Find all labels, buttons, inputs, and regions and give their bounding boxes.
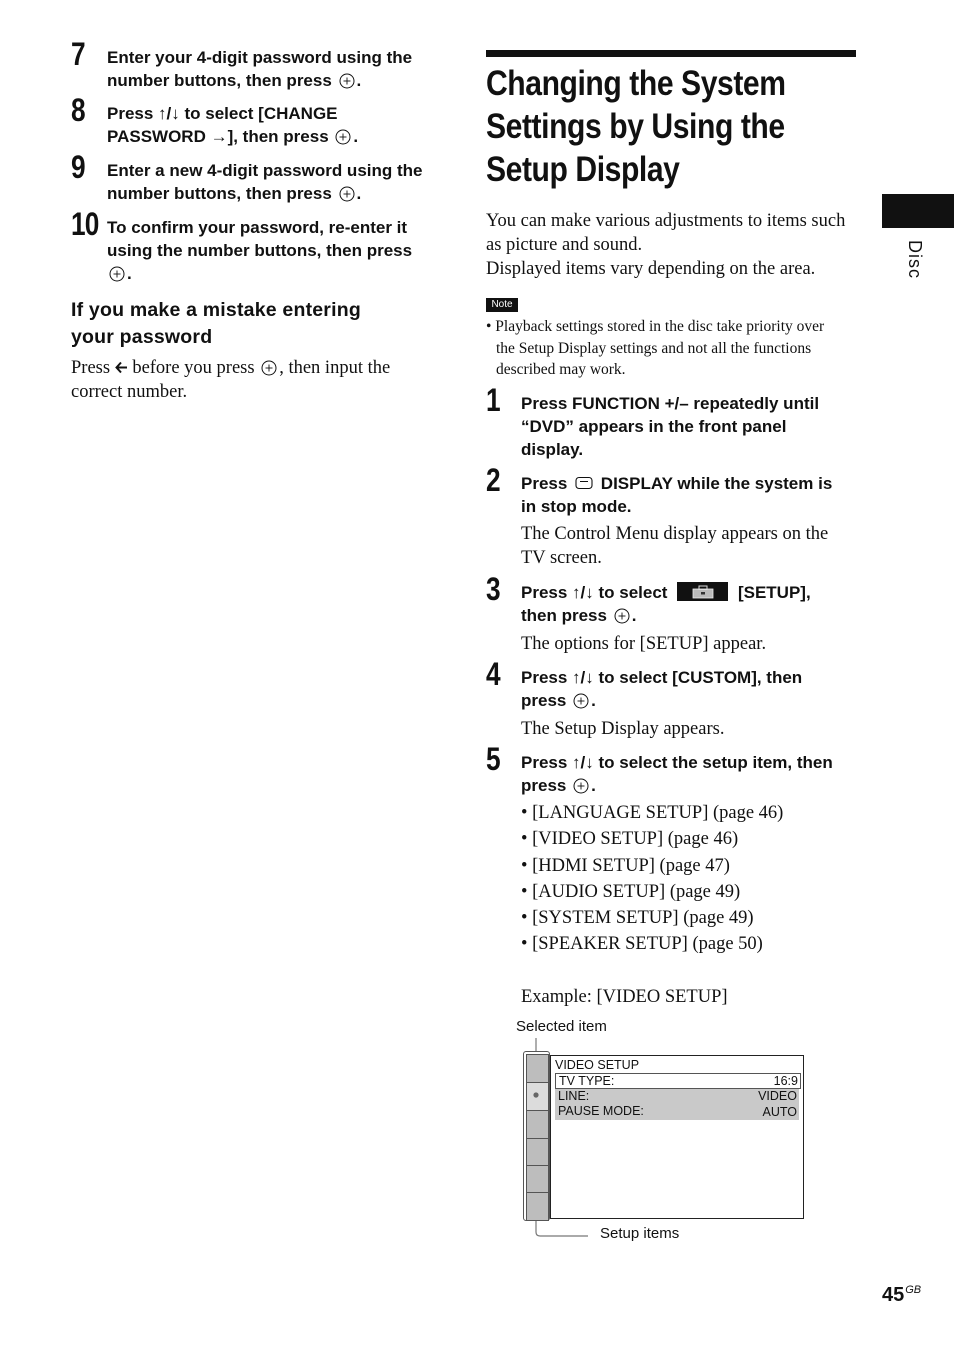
- step-line: Enter your 4-digit password using the: [107, 48, 413, 67]
- sidebar-cell: [526, 1054, 549, 1083]
- enter-button-icon: [573, 778, 589, 794]
- back-arrow-icon: [115, 361, 128, 374]
- title-rule: [486, 50, 856, 57]
- step-number: 3: [486, 571, 500, 607]
- step-line: using the number buttons, then press: [107, 241, 413, 260]
- section-label: Disc: [905, 240, 925, 279]
- list-item: • [LANGUAGE SETUP] (page 46): [521, 803, 784, 823]
- menu-title: VIDEO SETUP: [555, 1058, 640, 1072]
- section-tab: [882, 194, 954, 228]
- step-number: 9: [71, 149, 85, 185]
- sidebar-cell: [526, 1138, 549, 1167]
- step-text: Press ↑/↓ to select the setup item, then press .: [521, 753, 833, 795]
- page-title: Changing the System Settings by Using the Setup Display: [486, 64, 786, 189]
- enter-button-icon: [109, 266, 125, 282]
- step-line: PASSWORD →], then press: [107, 127, 329, 146]
- setting-row: LINE: VIDEO: [555, 1089, 799, 1104]
- sidebar-cell: [526, 1110, 549, 1139]
- note-text: • Playback settings stored in the disc take priority over the Setup Display settings and not all the functions described may work.: [486, 318, 825, 378]
- intro-text: You can make various adjustments to items such as picture and sound. Displayed items vary depending on the area.: [486, 211, 846, 279]
- setup-sidebar: [523, 1051, 550, 1221]
- list-item: • [AUDIO SETUP] (page 49): [521, 881, 741, 902]
- note-badge: Note: [486, 298, 518, 312]
- enter-button-icon: [339, 186, 355, 202]
- step-text: Enter a new 4-digit password using the number buttons, then press .: [107, 161, 423, 203]
- callout-setup-items: Setup items: [600, 1225, 680, 1242]
- list-item: • [VIDEO SETUP] (page 46): [521, 829, 739, 850]
- enter-button-icon: [339, 73, 355, 89]
- setting-row: TV TYPE: 16:9: [555, 1073, 801, 1089]
- step-number: 5: [486, 741, 500, 777]
- step-text: Press ↑/↓ to select [CHANGE PASSWORD →], then press .: [107, 104, 359, 146]
- enter-button-icon: [335, 129, 351, 145]
- list-item: • [HDMI SETUP] (page 47): [521, 855, 730, 876]
- display-button-icon: [575, 476, 593, 490]
- enter-button-icon: [614, 608, 630, 624]
- step-number: 4: [486, 656, 500, 692]
- step-line: Press ↑/↓ to select [CHANGE: [107, 104, 338, 123]
- setup-display-screen: [550, 1055, 804, 1219]
- step-text: Press FUNCTION +/– repeatedly until “DVD” appears in the front panel display.: [521, 394, 820, 459]
- step-description: The Control Menu display appears on the TV screen.: [521, 524, 829, 568]
- step-text: Enter your 4-digit password using the number buttons, then press .: [107, 48, 413, 90]
- setting-row: PAUSE MODE: AUTO: [555, 1104, 799, 1120]
- step-text: Press ↑/↓ to select [SETUP], then press .: [521, 583, 811, 625]
- mistake-body: Press before you press , then input the correct number.: [71, 358, 391, 402]
- page-number: $45^{GB}$: [882, 1284, 922, 1306]
- step-text: To confirm your password, re-enter it using the number buttons, then press .: [107, 218, 413, 283]
- enter-button-icon: [573, 693, 589, 709]
- callout-selected-item: Selected item: [516, 1018, 607, 1035]
- step-line: number buttons, then press: [107, 184, 332, 203]
- step-text: Press ↑/↓ to select [CUSTOM], then press .: [521, 668, 803, 710]
- enter-button-icon: [261, 360, 277, 376]
- step-number: 2: [486, 462, 500, 498]
- step-description: The options for [SETUP] appear.: [521, 634, 767, 654]
- example-caption: Example: [VIDEO SETUP]: [521, 987, 728, 1007]
- step-line: To confirm your password, re-enter it: [107, 218, 408, 237]
- step-number: 10: [71, 206, 99, 242]
- step-number: 7: [71, 36, 85, 72]
- setup-item-list: [521, 800, 783, 958]
- list-item: • [SYSTEM SETUP] (page 49): [521, 908, 754, 929]
- step-number: 8: [71, 92, 85, 128]
- sidebar-cell: [526, 1192, 549, 1221]
- mistake-heading: If you make a mistake entering your password: [71, 299, 361, 348]
- step-line: number buttons, then press: [107, 71, 332, 90]
- step-number: 1: [486, 382, 500, 418]
- step-line: Enter a new 4-digit password using the: [107, 161, 423, 180]
- sidebar-cell: [526, 1165, 549, 1194]
- step-description: The Setup Display appears.: [521, 719, 725, 739]
- step-text: Press DISPLAY while the system is in stop mode.: [521, 474, 833, 516]
- setup-toolbox-icon: [677, 582, 728, 601]
- list-item: • [SPEAKER SETUP] (page 50): [521, 934, 763, 955]
- selected-dot: [531, 1090, 541, 1100]
